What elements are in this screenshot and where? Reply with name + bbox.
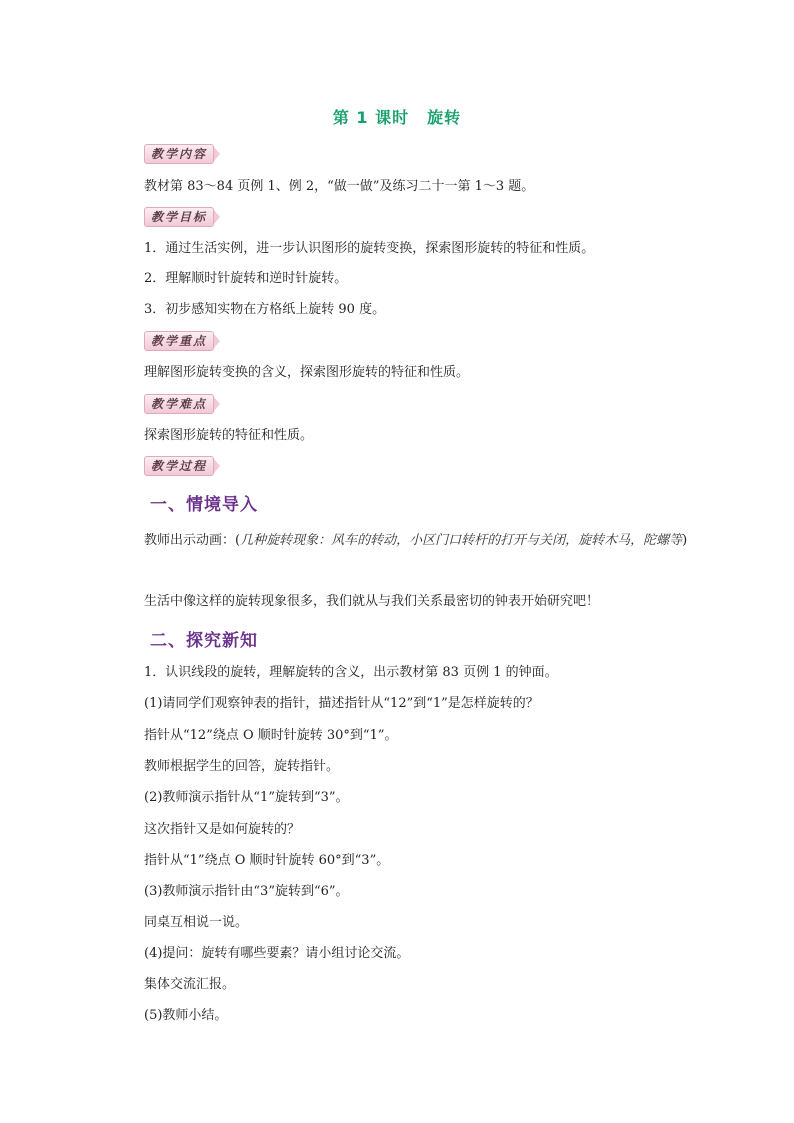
lesson-number: 第 1 课时 [332, 108, 410, 127]
section-heading-intro: 一、情境导入 [150, 495, 258, 515]
explore-line: 1．认识线段的旋转，理解旋转的含义，出示教材第 83 页例 1 的钟面。 [144, 665, 558, 680]
key-text: 理解图形旋转变换的含义，探索图形旋转的特征和性质。 [144, 365, 470, 380]
goal-item-2: 2．理解顺时针旋转和逆时针旋转。 [144, 271, 348, 286]
explore-line: 指针从“1”绕点 O 顺时针旋转 60°到“3”。 [144, 853, 390, 868]
explore-line: 指针从“12”绕点 O 顺时针旋转 30°到“1”。 [144, 728, 398, 743]
intro-italic-note: 几种旋转现象：风车的转动，小区门口转杆的打开与关闭，旋转木马，陀螺等 [240, 533, 683, 548]
difficulty-text: 探索图形旋转的特征和性质。 [144, 428, 314, 443]
explore-line: 同桌互相说一说。 [144, 915, 249, 930]
tag-key-points: 教学重点 [144, 331, 214, 351]
tag-teaching-goals: 教学目标 [144, 207, 214, 227]
explore-line: 这次指针又是如何旋转的？ [144, 822, 301, 837]
explore-line: 集体交流汇报。 [144, 977, 236, 992]
intro-paragraph: 教师出示动画：(几种旋转现象：风车的转动，小区门口转杆的打开与关闭，旋转木马，陀螺等) [144, 533, 688, 548]
goal-item-1: 1．通过生活实例，进一步认识图形的旋转变换，探索图形旋转的特征和性质。 [144, 241, 595, 256]
explore-line: (5)教师小结。 [144, 1008, 228, 1023]
goal-item-3: 3．初步感知实物在方格纸上旋转 90 度。 [144, 302, 386, 317]
tag-teaching-process: 教学过程 [144, 456, 214, 476]
tag-teaching-content: 教学内容 [144, 144, 214, 164]
section-heading-explore: 二、探究新知 [150, 631, 258, 651]
explore-line: (4)提问：旋转有哪些要素？请小组讨论交流。 [144, 946, 410, 961]
intro-paragraph-2: 生活中像这样的旋转现象很多，我们就从与我们关系最密切的钟表开始研究吧！ [144, 594, 600, 609]
tag-difficulties: 教学难点 [144, 394, 214, 414]
lesson-title [0, 105, 794, 128]
explore-line: (1)请同学们观察钟表的指针，描述指针从“12”到“1”是怎样旋转的？ [144, 696, 539, 711]
explore-line: 教师根据学生的回答，旋转指针。 [144, 759, 340, 774]
content-text: 教材第 83～84 页例 1、例 2，“做一做”及练习二十一第 1～3 题。 [144, 179, 535, 194]
explore-line: (3)教师演示指针由“3”旋转到“6”。 [144, 884, 349, 899]
lesson-topic: 旋转 [427, 108, 462, 127]
explore-line: (2)教师演示指针从“1”旋转到“3”。 [144, 790, 349, 805]
